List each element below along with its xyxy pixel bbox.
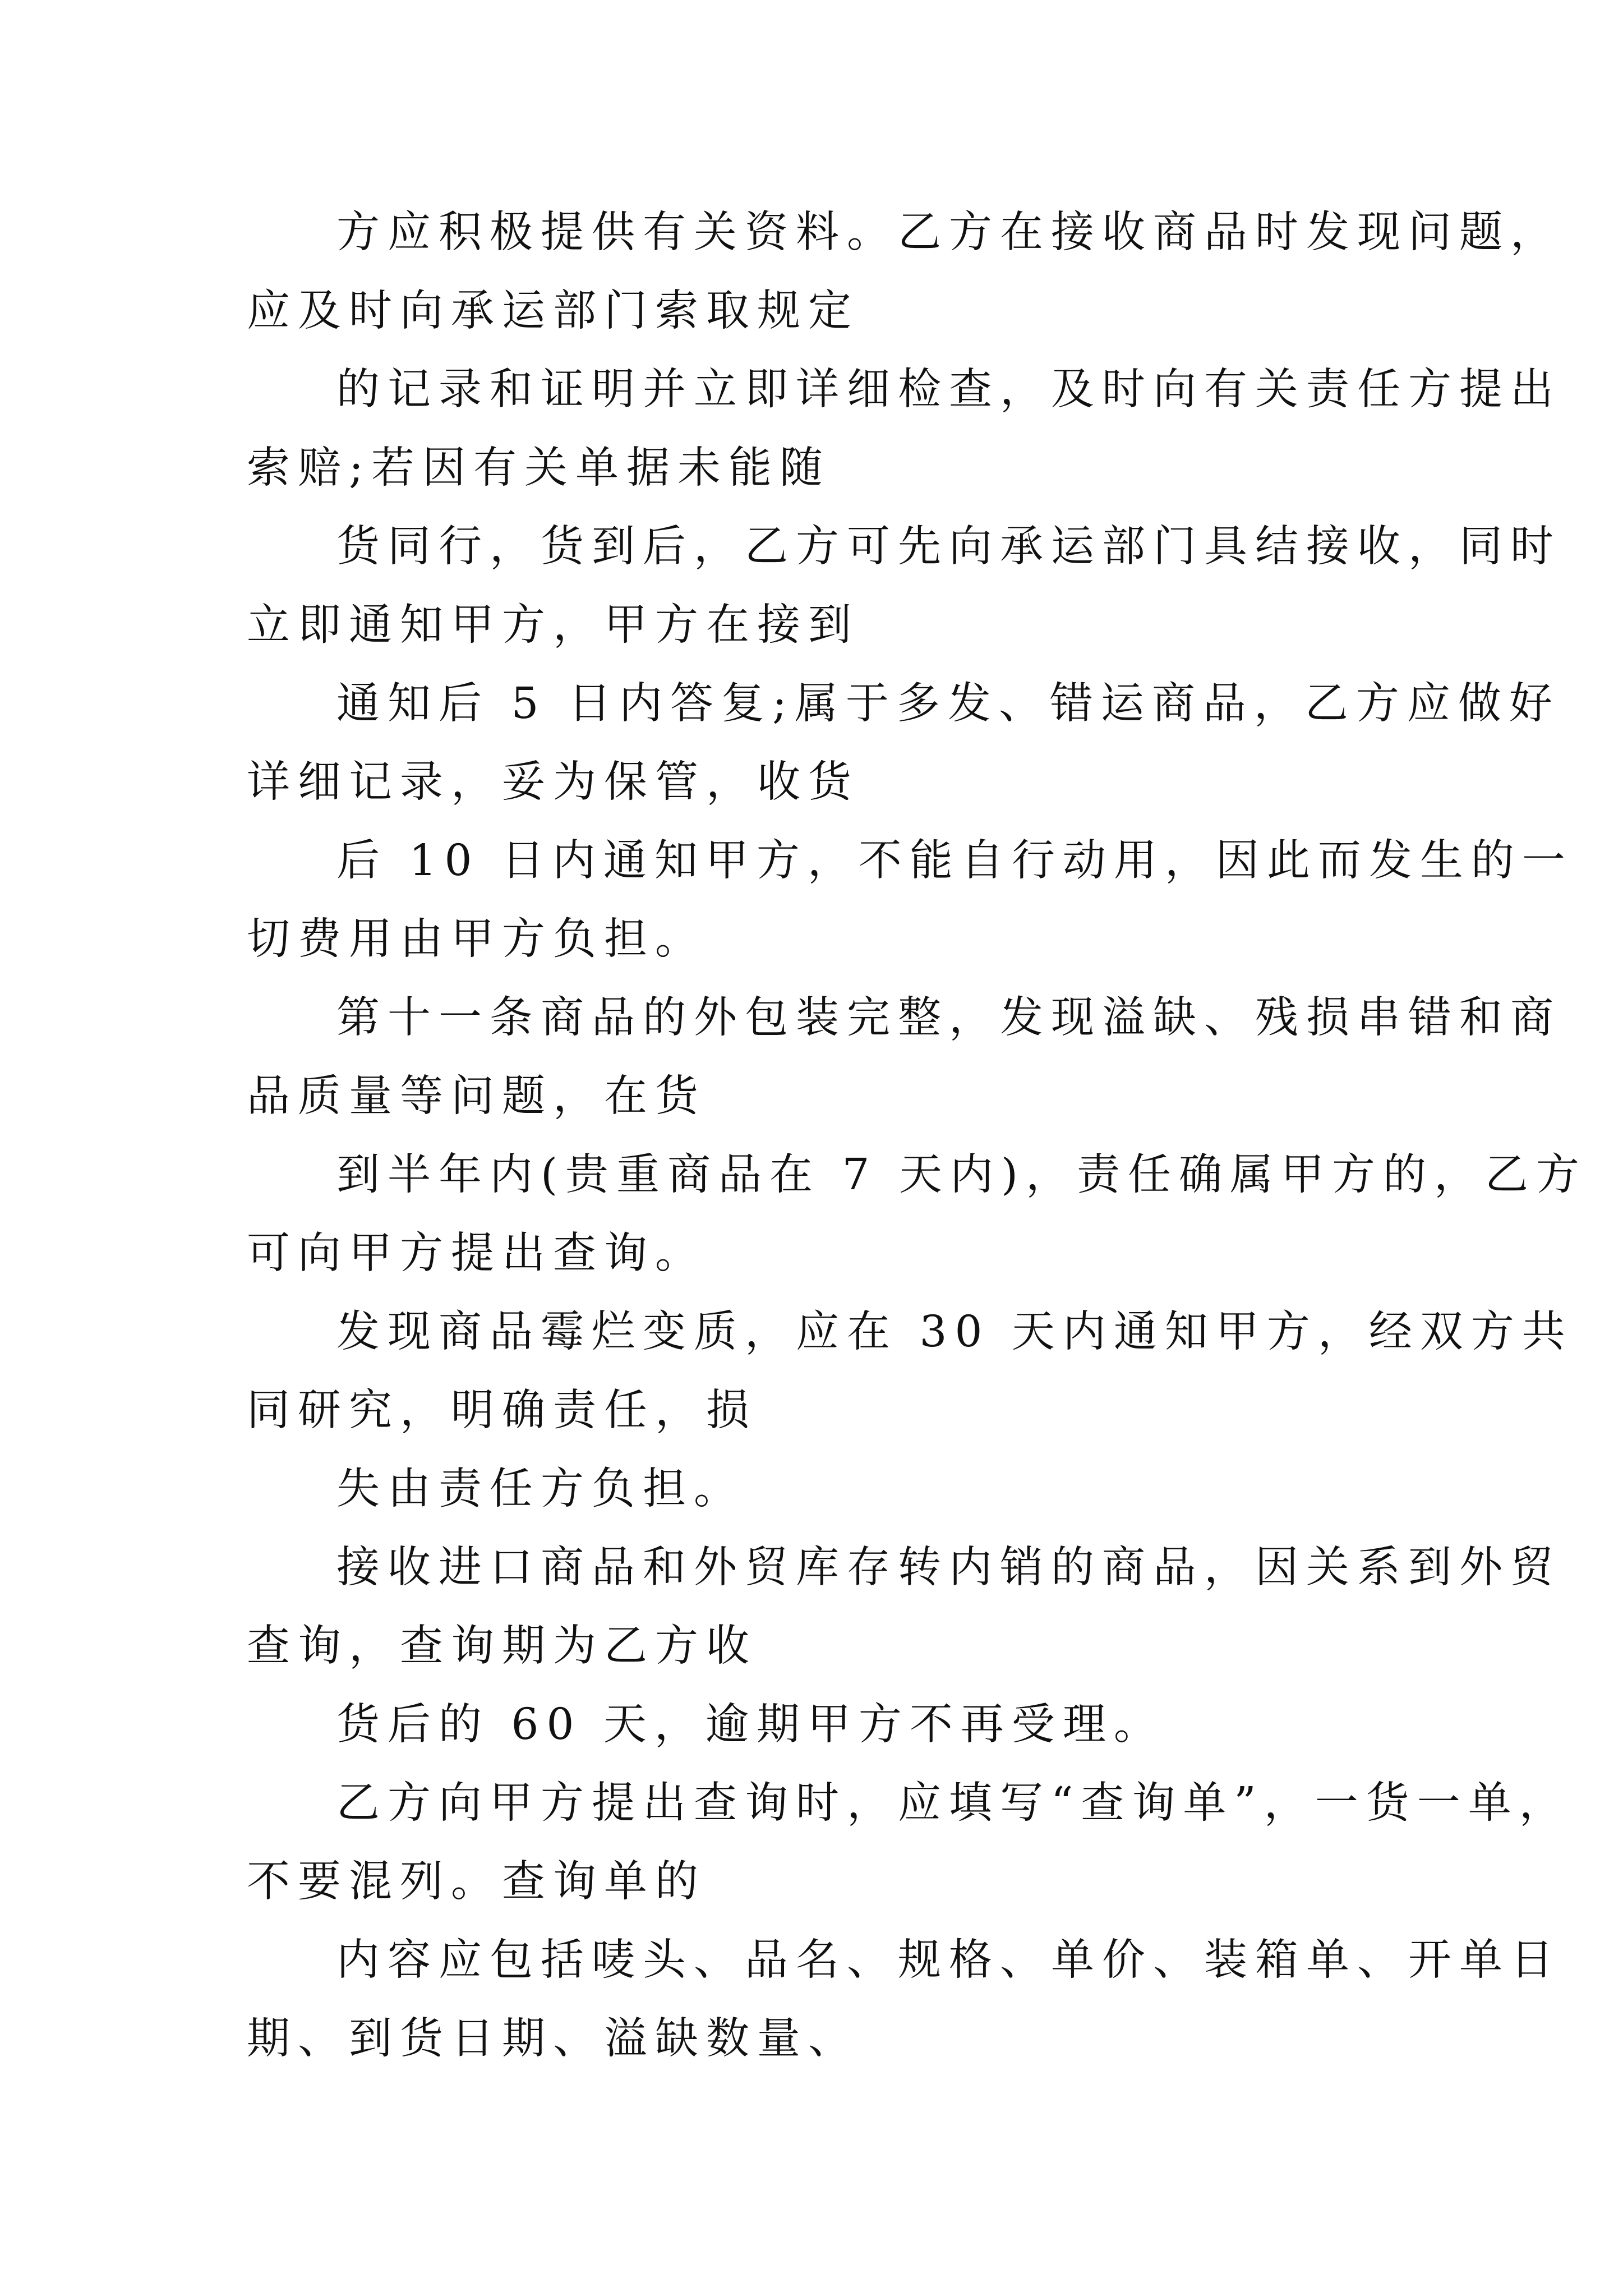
paragraph-line: 索赔;若因有关单据未能随 bbox=[247, 443, 831, 493]
paragraph-line: 的记录和证明并立即详细检查，及时向有关责任方提出 bbox=[336, 365, 1561, 415]
paragraph-10 bbox=[247, 1529, 1561, 1686]
paragraph-line: 详细记录，妥为保管，收货 bbox=[247, 757, 859, 807]
paragraph-line: 切费用由甲方负担。 bbox=[247, 914, 706, 964]
paragraph-2 bbox=[247, 351, 1561, 508]
paragraph-line: 内容应包括唛头、品名、规格、单价、装箱单、开单日 bbox=[336, 1935, 1561, 1985]
paragraph-line: 发现商品霉烂变质，应在 30 天内通知甲方，经双方共 bbox=[336, 1307, 1573, 1357]
paragraph-line: 后 10 日内通知甲方，不能自行动用，因此而发生的一 bbox=[336, 836, 1573, 886]
paragraph-8 bbox=[247, 1293, 1573, 1450]
paragraph-11 bbox=[247, 1686, 1391, 1764]
paragraph-6 bbox=[247, 979, 1561, 1136]
paragraph-line: 期、到货日期、溢缺数量、 bbox=[247, 2014, 859, 2064]
paragraph-line: 立即通知甲方，甲方在接到 bbox=[247, 600, 859, 650]
paragraph-12 bbox=[247, 1764, 1570, 1921]
paragraph-line: 不要混列。查询单的 bbox=[247, 1857, 706, 1907]
paragraph-line: 接收进口商品和外贸库存转内销的商品，因关系到外贸 bbox=[336, 1543, 1561, 1593]
paragraph-9 bbox=[247, 1450, 1391, 1529]
paragraph-7 bbox=[247, 1136, 1588, 1293]
paragraph-line: 乙方向甲方提出查询时，应填写“查询单”，一货一单， bbox=[336, 1778, 1570, 1828]
paragraph-line: 可向甲方提出查询。 bbox=[247, 1228, 706, 1278]
paragraph-line: 第十一条商品的外包装完整，发现溢缺、残损串错和商 bbox=[336, 993, 1561, 1043]
paragraph-line: 应及时向承运部门索取规定 bbox=[247, 286, 859, 336]
paragraph-1 bbox=[247, 194, 1561, 351]
document-body bbox=[247, 194, 1588, 2078]
paragraph-line: 品质量等问题，在货 bbox=[247, 1071, 706, 1121]
paragraph-4 bbox=[247, 665, 1560, 822]
paragraph-line: 同研究，明确责任，损 bbox=[247, 1386, 757, 1435]
paragraph-line: 失由责任方负担。 bbox=[336, 1464, 745, 1514]
paragraph-line: 到半年内(贵重商品在 7 天内)，责任确属甲方的，乙方 bbox=[336, 1150, 1588, 1200]
paragraph-3 bbox=[247, 508, 1561, 665]
paragraph-13 bbox=[247, 1921, 1561, 2078]
paragraph-line: 通知后 5 日内答复;属于多发、错运商品，乙方应做好 bbox=[336, 679, 1560, 729]
paragraph-5 bbox=[247, 822, 1573, 979]
paragraph-line: 查询，查询期为乙方收 bbox=[247, 1621, 757, 1671]
paragraph-line: 货同行，货到后，乙方可先向承运部门具结接收，同时 bbox=[336, 522, 1561, 572]
paragraph-line: 方应积极提供有关资料。乙方在接收商品时发现问题， bbox=[336, 208, 1561, 257]
paragraph-line: 货后的 60 天，逾期甲方不再受理。 bbox=[336, 1700, 1165, 1750]
